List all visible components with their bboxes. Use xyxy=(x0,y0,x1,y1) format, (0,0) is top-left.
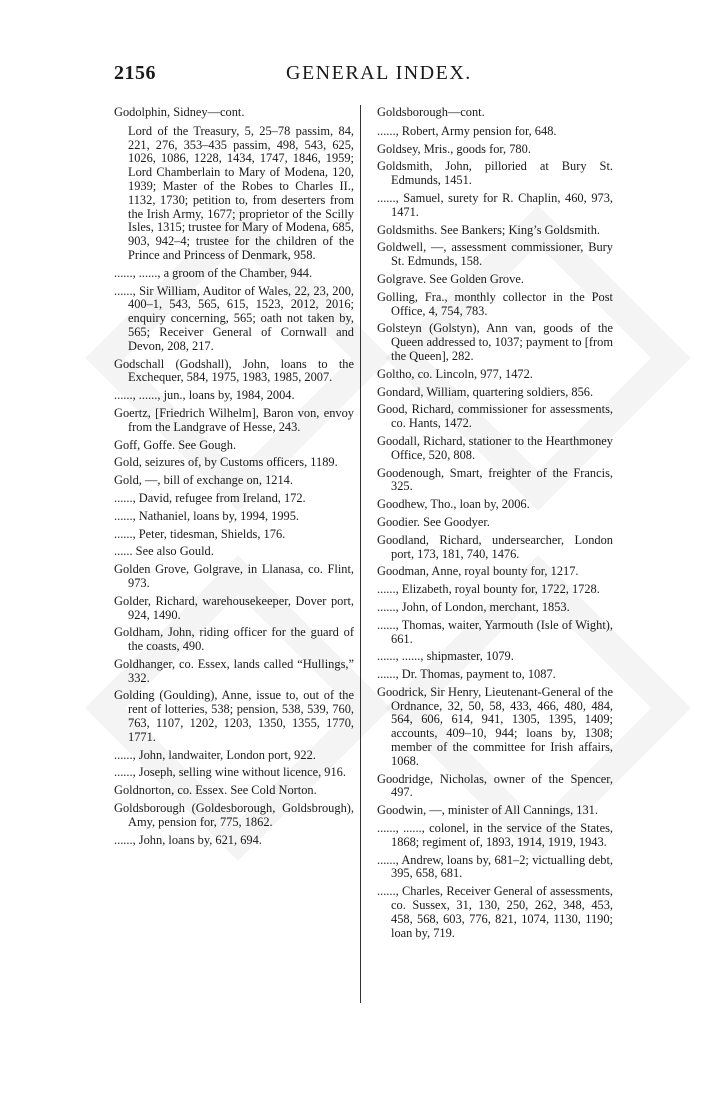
index-entry: Goodwin, —, minister of All Cannings, 131. xyxy=(377,803,598,818)
index-entry: Goff, Goffe. See Gough. xyxy=(114,437,237,452)
column-divider xyxy=(360,105,361,1003)
index-entry: ......, ......, a groom of the Chamber, 944. xyxy=(114,265,313,280)
index-entry: Golder, Richard, warehousekeeper, Dover port, 924, 1490. xyxy=(114,593,354,622)
index-entry: ......, Charles, Receiver General of assessments, co. Sussex, 31, 130, 250, 262, 348, 453, 458, 568, 603, 776, 821, 1074, 1130, 1190; loan by, 719. xyxy=(377,884,613,940)
index-entry: Goertz, [Friedrich Wilhelm], Baron von, envoy from the Landgrave of Hesse, 243. xyxy=(114,405,354,434)
index-entry: Good, Richard, commissioner for assessments, co. Hants, 1472. xyxy=(377,402,613,431)
index-entry: ......, Joseph, selling wine without licence, 916. xyxy=(114,765,346,780)
index-entry: Lord of the Treasury, 5, 25–78 passim, 84, 221, 276, 353–435 passim, 498, 543, 625, 1026, 1086, 1228, 1434, 1747, 1846, 1959; Lord Chamberlain to Mary of Modena, 120, 1939; Master of the Robes to Charles II., 1132, 1730; petition to, from deserters from the Irish Army, 1677; proprietor of the Scilly Isles, 1315; trustee for Mary of Modena, 685, 903, 942–4; trustee for the children of the Prince and Princess of Denmark, 958. xyxy=(128,123,354,262)
page-number: 2156 xyxy=(114,62,156,84)
index-entry: Golden Grove, Golgrave, in Llanasa, co. Flint, 973. xyxy=(114,562,354,590)
index-entry: Goltho, co. Lincoln, 977, 1472. xyxy=(377,366,533,381)
index-entry: ......, Andrew, loans by, 681–2; victualling debt, 395, 658, 681. xyxy=(377,852,613,881)
index-entry: ......, David, refugee from Ireland, 172. xyxy=(114,490,306,505)
running-title: GENERAL INDEX. xyxy=(286,62,472,84)
index-entry: Goldsmith, John, pilloried at Bury St. Edmunds, 1451. xyxy=(377,159,613,188)
index-entry: Goodridge, Nicholas, owner of the Spencer, 497. xyxy=(377,771,613,800)
continuation-heading: Godolphin, Sidney—cont. xyxy=(114,105,245,119)
index-entry: Golling, Fra., monthly collector in the Post Office, 4, 754, 783. xyxy=(377,289,613,318)
index-entry: Goldhanger, co. Essex, lands called “Hullings,” 332. xyxy=(114,656,354,685)
index-entry: Goodrick, Sir Henry, Lieutenant-General of the Ordnance, 32, 50, 58, 433, 466, 480, 484, 564, 606, 614, 941, 1305, 1395, 1409; accounts, 409–10, 944; loans by, 1308; member of the committee for Irish affairs, 1068. xyxy=(377,684,613,768)
index-entry: ......, ......, jun., loans by, 1984, 2004. xyxy=(114,388,295,403)
index-entry: Golding (Goulding), Anne, issue to, out of the rent of lotteries, 538; pension, 538, 539, 760, 763, 1107, 1202, 1203, 1350, 1355, 1770, 1771. xyxy=(114,688,354,744)
index-entry: ......, Sir William, Auditor of Wales, 22, 23, 200, 400–1, 543, 565, 615, 1523, 2012, 2016; enquiry concerning, 565; oath not taken by, 565; Receiver General of Cornwall and Devon, 208, 217. xyxy=(114,283,354,353)
index-entry: ......, John, landwaiter, London port, 922. xyxy=(114,747,316,762)
index-entry: ......, John, of London, merchant, 1853. xyxy=(377,599,570,614)
index-entry: Goodland, Richard, undersearcher, London port, 173, 181, 740, 1476. xyxy=(377,532,613,561)
page-header xyxy=(114,62,614,90)
index-entry: Goldsey, Mris., goods for, 780. xyxy=(377,141,531,156)
right-index-column xyxy=(377,106,613,944)
index-entry: Goodier. See Goodyer. xyxy=(377,514,490,529)
index-entry: Goodall, Richard, stationer to the Hearthmoney Office, 520, 808. xyxy=(377,433,613,462)
index-entry: Goodman, Anne, royal bounty for, 1217. xyxy=(377,564,579,579)
index-entry: Goldwell, —, assessment commissioner, Bury St. Edmunds, 158. xyxy=(377,240,613,269)
index-entry: Goodenough, Smart, freighter of the Francis, 325. xyxy=(377,465,613,494)
index-entry: Golsteyn (Golstyn), Ann van, goods of the Queen addressed to, 1037; payment to [from the Queen], 282. xyxy=(377,321,613,363)
index-entry: Golgrave. See Golden Grove. xyxy=(377,271,524,286)
index-entry: ......, ......, shipmaster, 1079. xyxy=(377,649,514,664)
index-entry: Goldnorton, co. Essex. See Cold Norton. xyxy=(114,783,317,798)
index-entry: Goodhew, Tho., loan by, 2006. xyxy=(377,497,530,512)
index-entry: ......, Samuel, surety for R. Chaplin, 460, 973, 1471. xyxy=(377,190,613,219)
index-entry: ......, Peter, tidesman, Shields, 176. xyxy=(114,526,286,541)
index-entry: Gold, —, bill of exchange on, 1214. xyxy=(114,473,293,488)
index-entry: Gold, seizures of, by Customs officers, 1189. xyxy=(114,455,338,470)
index-entry: ......, Nathaniel, loans by, 1994, 1995. xyxy=(114,508,300,523)
index-entry: Godschall (Godshall), John, loans to the Exchequer, 584, 1975, 1983, 1985, 2007. xyxy=(114,356,354,385)
index-entry: Goldsmiths. See Bankers; King’s Goldsmith. xyxy=(377,222,601,237)
index-entry: ......, Thomas, waiter, Yarmouth (Isle of Wight), 661. xyxy=(377,617,613,646)
index-entry: Goldsborough (Goldesborough, Goldsbrough), Amy, pension for, 775, 1862. xyxy=(114,801,354,829)
index-entry: ......, John, loans by, 621, 694. xyxy=(114,832,262,847)
index-entry: ...... See also Gould. xyxy=(114,544,214,559)
index-entry: ......, Dr. Thomas, payment to, 1087. xyxy=(377,667,556,682)
index-entry: ......, Robert, Army pension for, 648. xyxy=(377,123,557,138)
index-entry: ......, Elizabeth, royal bounty for, 1722, 1728. xyxy=(377,582,600,597)
index-entry: Goldham, John, riding officer for the guard of the coasts, 490. xyxy=(114,625,354,654)
index-entry: ......, ......, colonel, in the service of the States, 1868; regiment of, 1893, 1914, 1919, 1943. xyxy=(377,821,613,849)
left-index-column xyxy=(114,106,354,851)
index-entry: Gondard, William, quartering soldiers, 856. xyxy=(377,384,594,399)
continuation-heading: Goldsborough—cont. xyxy=(377,105,485,119)
